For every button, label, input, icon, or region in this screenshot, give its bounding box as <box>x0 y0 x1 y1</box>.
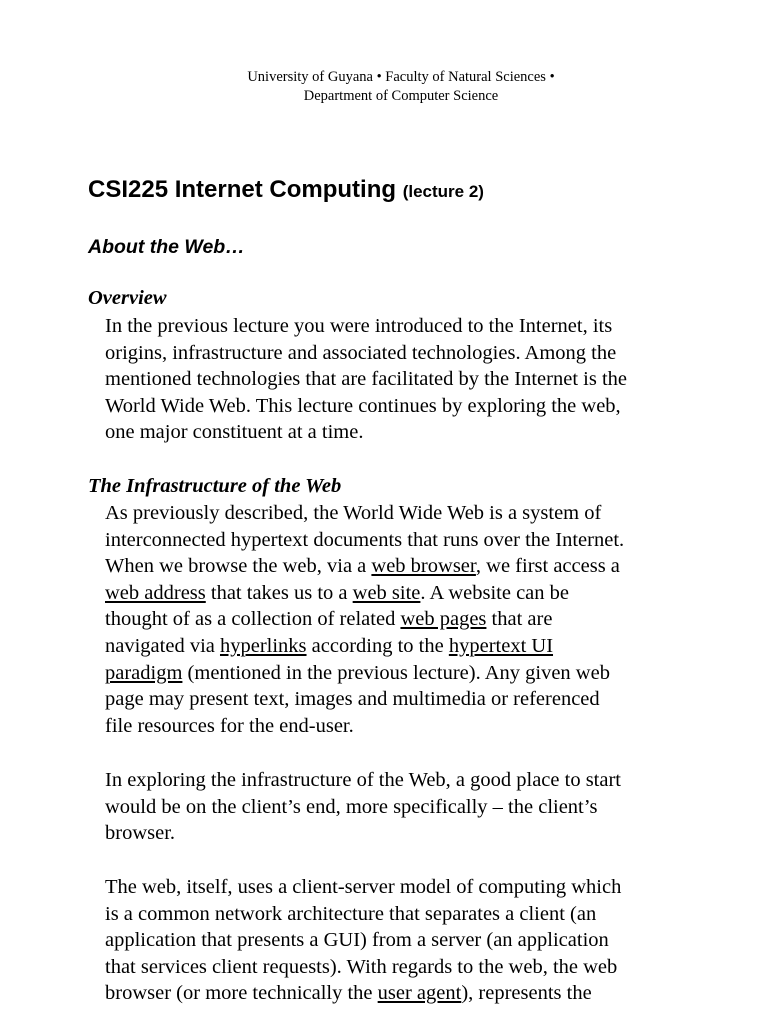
text-segment: that are <box>486 608 553 631</box>
text-segment: . A website can be <box>420 581 569 604</box>
overview-heading: Overview <box>88 287 167 309</box>
overview-line: origins, infrastructure and associated technologies. Among the <box>105 341 617 364</box>
paradigm-link[interactable]: paradigm <box>105 661 183 684</box>
hyperlinks-link[interactable]: hyperlinks <box>219 634 307 657</box>
page-header <box>0 68 768 106</box>
header-line-1: University of Guyana • Faculty of Natural Sciences • <box>247 69 555 85</box>
web-browser-link[interactable]: web browser <box>371 555 476 578</box>
paragraph-line <box>105 553 715 580</box>
text-segment: browser (or more technically the <box>105 982 378 1005</box>
header-line-2: Department of Computer Science <box>303 88 499 104</box>
paragraph-line <box>105 980 715 1007</box>
overview-line: In the previous lecture you were introduced to the Internet, its <box>105 315 613 337</box>
paragraph-line: interconnected hypertext documents that runs over the Internet. <box>105 528 625 551</box>
overview-line: one major constituent at a time. <box>105 421 364 444</box>
paragraph-line: application that presents a GUI) from a server (an application <box>105 929 609 952</box>
text-segment: ), represents the <box>461 982 592 1005</box>
infrastructure-paragraph-3 <box>105 874 715 1007</box>
web-site-link[interactable]: web site <box>352 581 421 604</box>
text-segment: When we browse the web, via a <box>105 555 372 578</box>
infrastructure-paragraph-1 <box>105 500 715 739</box>
text-segment: according to the <box>306 634 449 657</box>
paragraph-line <box>105 580 715 607</box>
overview-line: World Wide Web. This lecture continues by exploring the web, <box>105 394 621 417</box>
paragraph-line <box>105 606 715 633</box>
document-subtitle: About the Web… <box>88 236 245 258</box>
infrastructure-heading: The Infrastructure of the Web <box>88 475 342 497</box>
paragraph-line: page may present text, images and multimedia or referenced <box>105 688 600 711</box>
paragraph-line: The web, itself, uses a client-server model of computing which <box>105 876 622 898</box>
paragraph-line <box>105 660 715 687</box>
text-segment: navigated via <box>105 634 220 657</box>
overview-paragraph <box>105 313 715 446</box>
web-address-link[interactable]: web address <box>105 581 206 604</box>
text-segment: , we first access a <box>475 555 620 578</box>
paragraph-line: file resources for the end-user. <box>105 714 354 737</box>
web-pages-link[interactable]: web pages <box>400 608 487 631</box>
title-main: CSI225 Internet Computing <box>88 176 397 203</box>
paragraph-line <box>105 633 715 660</box>
document-title <box>88 172 484 210</box>
hypertext-ui-link[interactable]: hypertext UI <box>448 634 554 657</box>
paragraph-line: As previously described, the World Wide Web is a system of <box>105 502 602 524</box>
text-segment: thought of as a collection of related <box>105 608 401 631</box>
paragraph-line: browser. <box>105 822 176 845</box>
paragraph-line: is a common network architecture that separates a client (an <box>105 902 597 925</box>
text-segment: (mentioned in the previous lecture). Any given web <box>182 661 610 684</box>
title-lecture-number: (lecture 2) <box>402 182 484 201</box>
infrastructure-paragraph-2 <box>105 767 715 847</box>
paragraph-line: would be on the client’s end, more specifically – the client’s <box>105 795 598 818</box>
overview-line: mentioned technologies that are facilitated by the Internet is the <box>105 368 627 391</box>
paragraph-line: that services client requests). With regards to the web, the web <box>105 955 618 978</box>
text-segment: that takes us to a <box>205 581 353 604</box>
user-agent-link[interactable]: user agent <box>377 982 462 1005</box>
paragraph-line: In exploring the infrastructure of the Web, a good place to start <box>105 769 621 791</box>
